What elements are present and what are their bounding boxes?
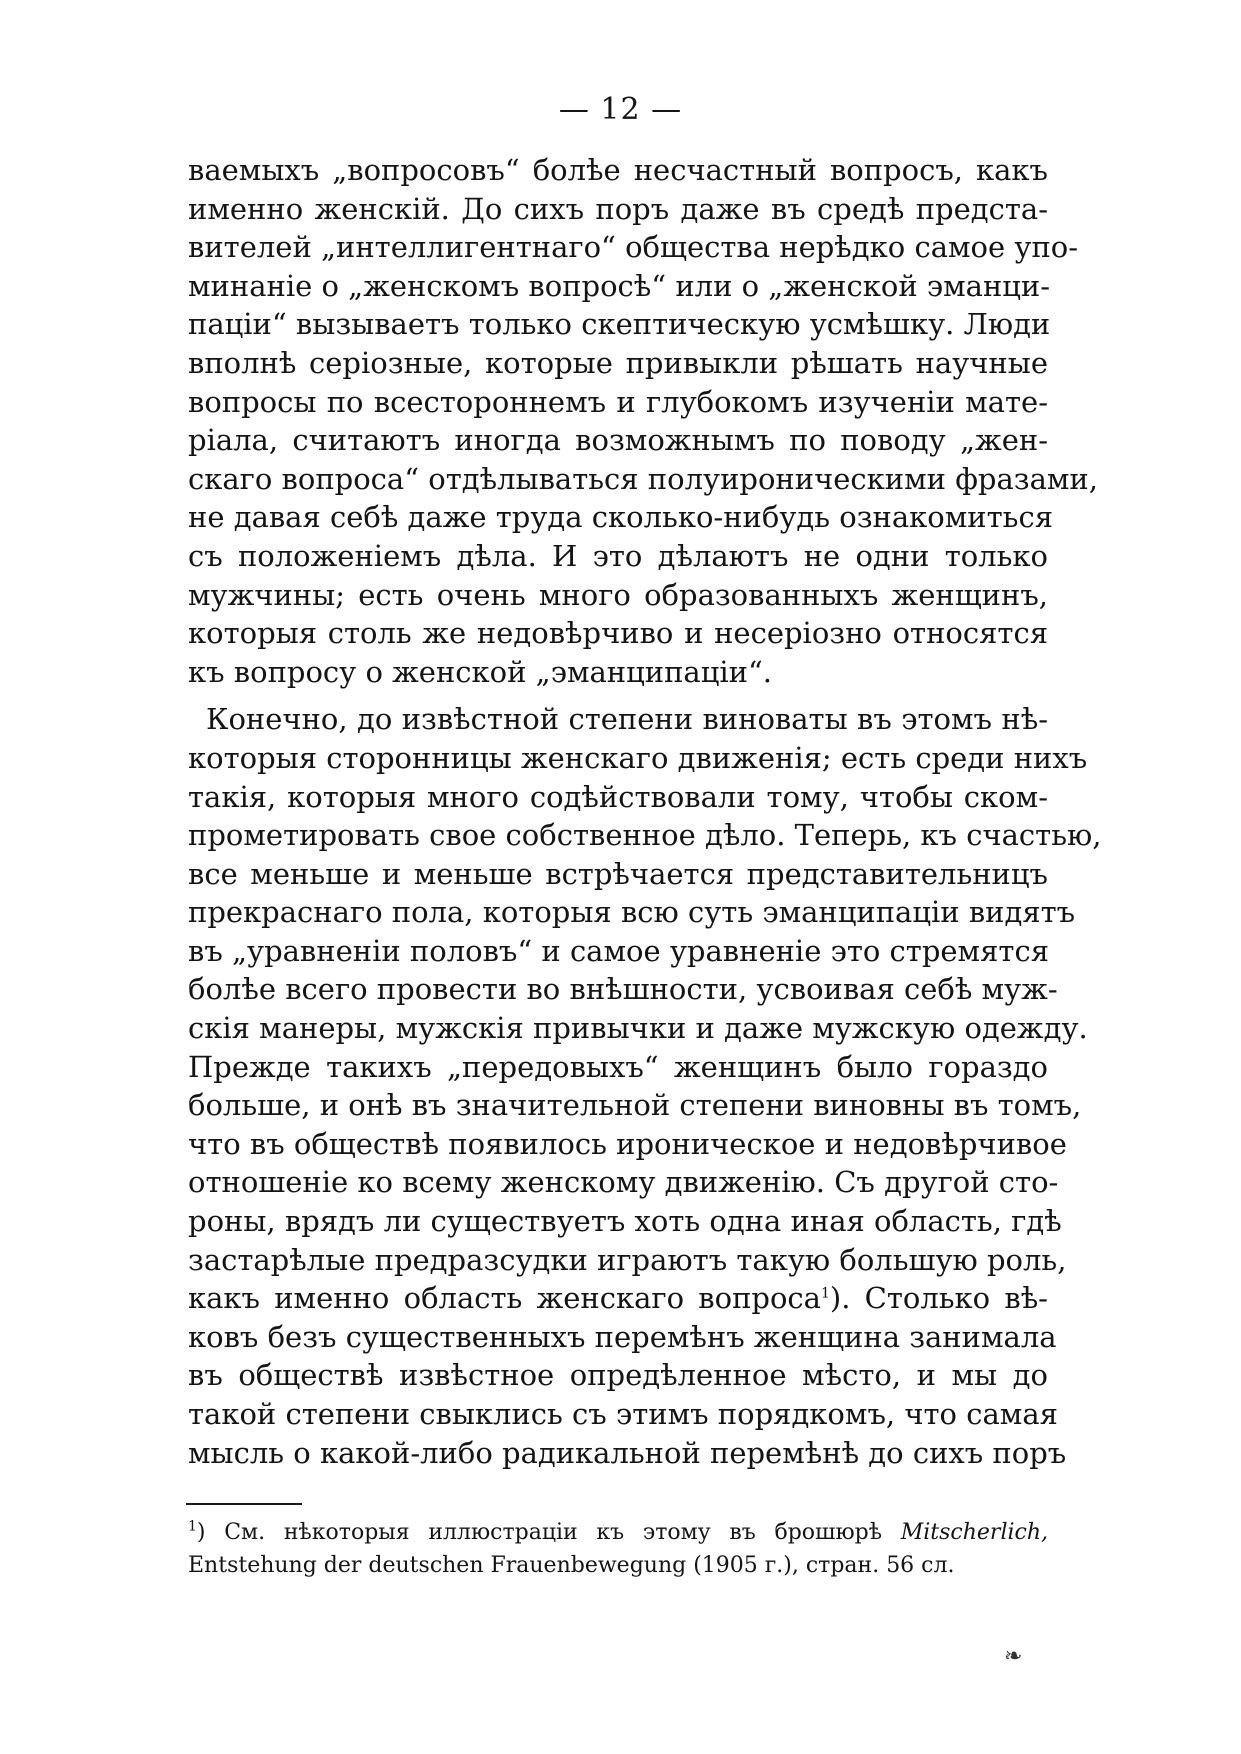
- text-line: такой степени свыклись съ этимъ порядкомъ, что самая: [188, 1397, 1058, 1431]
- text-line: которыя столь же недовѣрчиво и несеріозно относятся: [188, 616, 1048, 651]
- text-line: именно женскій. До сихъ поръ даже въ средѣ предста-: [188, 191, 1048, 226]
- text-segment: ). Столько вѣ-: [829, 1281, 1048, 1316]
- text-line: роны, врядъ ли существуетъ хоть одна иная область, гдѣ: [188, 1204, 1062, 1239]
- text-line: прекраснаго пола, которыя всю суть эманципаціи видятъ: [188, 895, 1076, 930]
- text-line: больше, и онѣ въ значительной степени виновны въ томъ,: [188, 1088, 1082, 1123]
- text-line: Конечно, до извѣстной степени виноваты въ этомъ нѣ-: [206, 702, 1048, 737]
- text-line: ковъ безъ существенныхъ перемѣнъ женщина занимала: [188, 1319, 1057, 1354]
- text-line: мысль о какой-либо радикальной перемѣнѣ до сихъ поръ: [188, 1435, 1067, 1470]
- text-line: ваемыхъ „вопросовъ“ болѣе несчастный вопросъ, какъ: [188, 153, 1048, 187]
- text-line-with-footnote-ref: [188, 1279, 1048, 1318]
- text-line: застарѣлые предразсудки играютъ такую большую роль,: [188, 1242, 1067, 1277]
- ornament-icon: ❧: [1004, 1644, 1023, 1669]
- text-line: вителей „интеллигентнаго“ общества нерѣдко самое упо-: [188, 230, 1079, 265]
- footnote-line: Entstehung der deutschen Frauenbewegung (1905 г.), стран. 56 сл.: [188, 1553, 955, 1578]
- body-text: [188, 151, 1102, 1472]
- text-line: паціи“ вызываетъ только скептическую усмѣшку. Люди: [188, 307, 1051, 342]
- text-line: минаніе о „женскомъ вопросѣ“ или о „женской эманци-: [188, 268, 1051, 303]
- footnote-author: Mitscherlich,: [900, 1520, 1048, 1545]
- text-segment: какъ именно область женскаго вопроса: [188, 1281, 821, 1316]
- text-line: такія, которыя много содѣйствовали тому, чтобы ском-: [188, 779, 1048, 814]
- text-line: скаго вопроса“ отдѣлываться полуироническими фразами,: [188, 461, 1098, 496]
- text-line: все меньше и меньше встрѣчается представительницъ: [188, 856, 1048, 891]
- text-line: что въ обществѣ появилось ироническое и недовѣрчивое: [188, 1126, 1067, 1161]
- footnote-line: [188, 1516, 1048, 1549]
- footnote-text: ) См. нѣкоторыя иллюстраціи къ этому въ брошюрѣ: [196, 1520, 882, 1545]
- text-line: отношеніе ко всему женскому движенію. Съ другой сто-: [188, 1165, 1059, 1200]
- footnote-reference[interactable]: 1: [820, 1285, 830, 1302]
- text-line: ріала, считаютъ иногда возможнымъ по поводу „жен-: [188, 423, 1048, 458]
- footnote-divider: [186, 1503, 302, 1505]
- page-number: — 12 —: [558, 92, 683, 127]
- text-line: не давая себѣ даже труда сколько-нибудь ознакомиться: [188, 500, 1053, 535]
- footnote: [188, 1516, 1048, 1582]
- text-line: съ положеніемъ дѣла. И это дѣлаютъ не одни только: [188, 538, 1048, 573]
- footnote-marker: 1: [188, 1518, 197, 1535]
- text-line: къ вопросу о женской „эманципаціи“.: [188, 654, 773, 689]
- text-line: которыя сторонницы женскаго движенія; есть среди нихъ: [188, 740, 1088, 775]
- text-line: въ „уравненіи половъ“ и самое уравненіе это стремятся: [188, 933, 1049, 968]
- text-line: вполнѣ серіозные, которые привыкли рѣшать научные: [188, 345, 1048, 380]
- text-line: прометировать свое собственное дѣло. Теперь, къ счастью,: [188, 818, 1102, 853]
- text-line: Прежде такихъ „передовыхъ“ женщинъ было гораздо: [188, 1049, 1048, 1084]
- text-line: болѣе всего провести во внѣшности, усвоивая себѣ муж-: [188, 972, 1058, 1007]
- text-line: мужчины; есть очень много образованныхъ женщинъ,: [188, 577, 1048, 612]
- text-line: въ обществѣ извѣстное опредѣленное мѣсто, и мы до: [188, 1358, 1048, 1393]
- text-line: вопросы по всестороннемъ и глубокомъ изученіи мате-: [188, 384, 1048, 419]
- text-line: скія манеры, мужскія привычки и даже мужскую одежду.: [188, 1011, 1088, 1046]
- paragraph-gap: [188, 691, 1048, 700]
